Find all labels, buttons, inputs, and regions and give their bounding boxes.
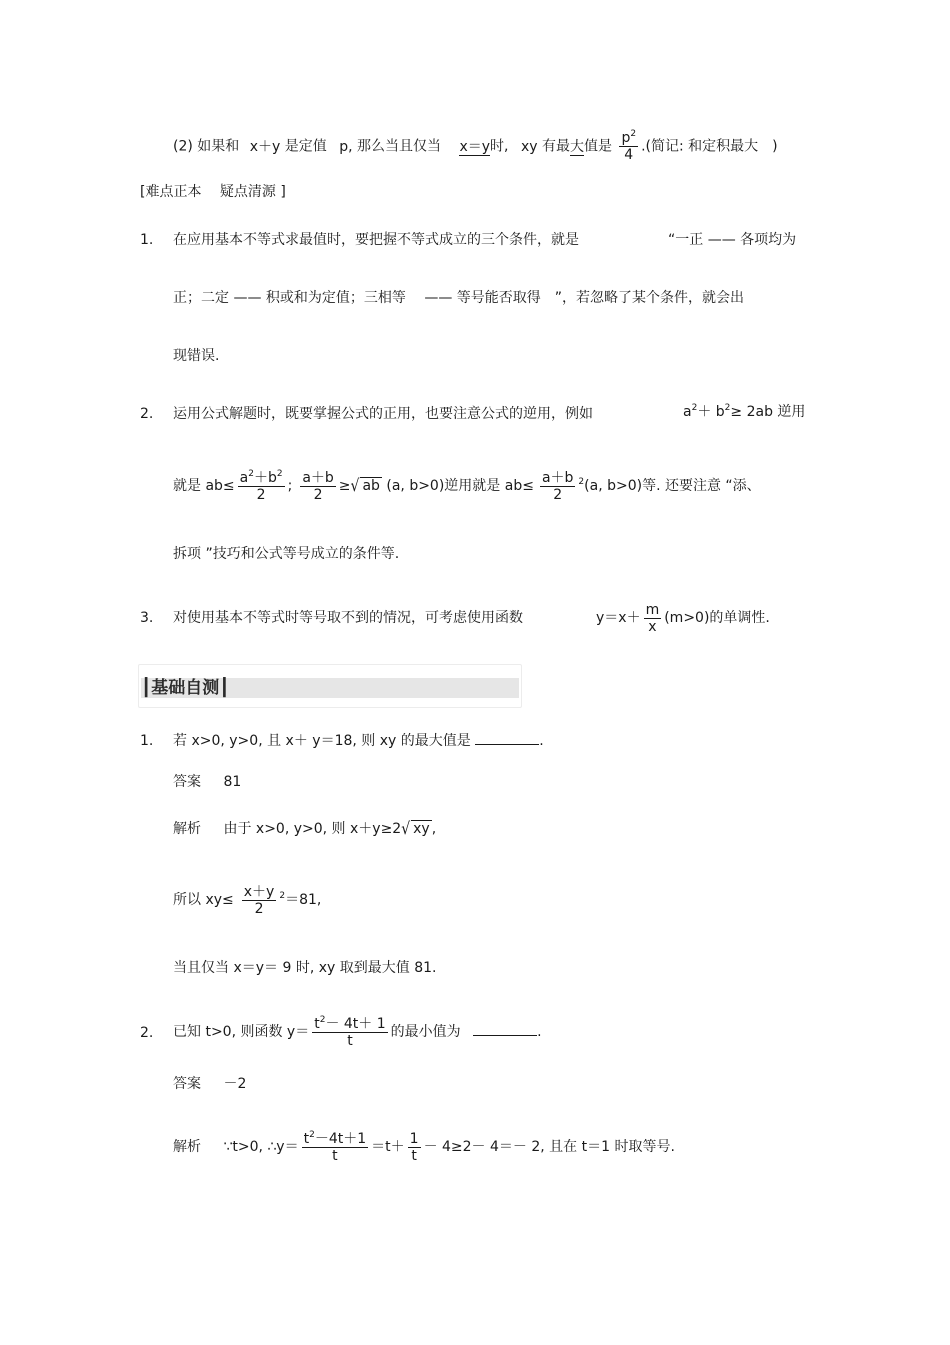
p2-l2-sup: 2 (578, 477, 585, 487)
ex2-qn-sup: 2 (319, 1014, 326, 1025)
p2-c: ≥ 2ab 逆用 (730, 404, 806, 420)
ex1-frac-d: 2 (254, 900, 264, 917)
ex2-q-a: 已知 t>0, 则函数 y＝ (173, 1024, 310, 1040)
answer-blank (473, 1023, 537, 1036)
note2-xy: xy (520, 138, 538, 155)
ex2-an-frac (302, 1131, 369, 1164)
f1-s2: 2 (276, 468, 283, 479)
ex2-q-end: . (537, 1024, 542, 1040)
point-1-line1a: 在应用基本不等式求最值时，要把握不等式成立的三个条件，就是 (173, 232, 579, 248)
p2-frac2 (300, 470, 335, 503)
point-1-number: 1. (140, 232, 154, 248)
exercise-2-number: 2. (140, 1025, 154, 1041)
p2-sqrt: ab (362, 478, 380, 494)
note2-cond: x＝y (459, 138, 491, 155)
p2-l2-a: 就是 ab≤ (173, 478, 235, 494)
ex2-qn-a: t (314, 1015, 320, 1032)
point-3-function (596, 598, 770, 638)
ex1-frac-n: x＋y (243, 883, 275, 900)
exercise-1-answer (173, 772, 241, 792)
note2-suffix: .(简记: 和定积最大 ) (641, 138, 778, 155)
note2-da: 大 (569, 138, 584, 155)
p2-frac3 (540, 470, 575, 503)
f1-s1: 2 (248, 468, 254, 479)
answer-label: 答案 (173, 774, 201, 790)
ex1-an1-b: , (431, 821, 437, 837)
sqrt-icon: √ (350, 476, 360, 496)
exercise-1-analysis1 (173, 819, 436, 839)
point-2-line1a: 运用公式解题时，既要掌握公式的正用，也要注意公式的逆用，例如 (173, 406, 593, 422)
analysis-label: 解析 (173, 1139, 201, 1155)
f2-d: 2 (313, 486, 323, 503)
note2-text5: 值是 (583, 138, 612, 155)
frac-num: p (621, 130, 631, 146)
sqrt-icon: √ (401, 819, 411, 839)
f2-n: a＋b (302, 469, 334, 486)
frac-den: 4 (624, 147, 634, 163)
point-3-number: 3. (140, 610, 154, 626)
p3-num: m (645, 601, 660, 618)
note2-text2: 那么当且仅当 (357, 138, 442, 155)
note2-text: 是定值 (284, 138, 327, 155)
point-2-line1b (683, 402, 805, 422)
ex2-f2-n: 1 (409, 1130, 419, 1147)
f3-d: 2 (553, 486, 563, 503)
section-heading: ┃基础自测┃ (141, 678, 230, 698)
ex2-an-n-sup: 2 (309, 1129, 315, 1140)
note2-prefix: (2) 如果和 (173, 138, 240, 155)
ex2-an-a: ∵t>0, ∴y＝ (223, 1139, 299, 1155)
ex2-an-d: t (332, 1147, 338, 1164)
f1-n2: ＋b (253, 469, 277, 486)
note2-fraction (619, 130, 638, 163)
note2-text4: 有最 (541, 138, 570, 155)
ex2-f2-d: t (411, 1147, 417, 1164)
ex2-an-b: ＝t＋ (371, 1139, 405, 1155)
point-1-line2: 正；二定 —— 积或和为定值；三相等 —— 等号能否取得 ”，若忽略了某个条件，就会出 (173, 290, 745, 306)
p2-l2-c: (a, b>0)等. 还要注意 “添、 (584, 478, 761, 494)
ex1-an2-a: 所以 xy≤ (173, 892, 234, 908)
p2-l2-b: (a, b>0)逆用就是 ab≤ (381, 478, 534, 494)
ex2-qn-b: － 4t＋ 1 (325, 1015, 386, 1032)
p2-sup1: 2 (691, 403, 698, 413)
p3-fn-a: y＝x＋ (596, 610, 641, 626)
p2-sep: ; (287, 478, 293, 494)
p2-frac1 (238, 470, 285, 503)
note2-p: p, (339, 138, 353, 155)
exercise-2-analysis (173, 1127, 675, 1167)
answer-label: 答案 (173, 1076, 201, 1092)
ex2-an-frac2 (408, 1131, 421, 1164)
ex2-an-n-b: －4t＋1 (314, 1130, 367, 1147)
point-2-line2 (173, 466, 761, 506)
note2-expr: x＋y (249, 138, 281, 155)
point-1-line3: 现错误. (173, 348, 220, 364)
ex2-q-d: t (347, 1032, 353, 1049)
note2-text3: 时, (490, 138, 509, 155)
point-2-line3: 拆项 ”技巧和公式等号成立的条件等. (173, 546, 400, 562)
p2-ge: ≥ (338, 478, 351, 494)
answer-blank (475, 732, 539, 745)
ex1-sqrt: xy (413, 821, 430, 837)
ex2-an-c: － 4≥2－ 4＝－ 2, 且在 t＝1 时取等号. (423, 1139, 675, 1155)
ex2-an-n-a: t (303, 1130, 310, 1147)
answer-value: 81 (223, 774, 242, 790)
ex2-q-frac (312, 1016, 387, 1049)
exercise-2-question (173, 1012, 542, 1052)
answer-value: －2 (223, 1076, 247, 1092)
p3-den: x (648, 618, 657, 635)
p3-frac (644, 602, 662, 635)
ex1-q: 若 x>0, y>0, 且 x＋ y＝18, 则 xy 的最大值是 (173, 733, 471, 749)
p2-sup2: 2 (724, 403, 731, 413)
section-heading-box (138, 664, 522, 708)
section-title: [难点正本 疑点清源 ] (140, 184, 286, 200)
exercise-1-question (173, 731, 544, 751)
ex1-frac (242, 884, 277, 917)
f3-n: a＋b (541, 469, 574, 486)
point-2-number: 2. (140, 406, 154, 422)
p2-a: a (683, 404, 692, 420)
exercise-1-analysis3: 当且仅当 x＝y＝ 9 时, xy 取到最大值 81. (173, 960, 437, 976)
frac-sup: 2 (630, 129, 637, 139)
exercise-1-analysis2 (173, 880, 321, 920)
ex1-sup: 2 (279, 891, 286, 901)
point-1-line1b: “一正 —— 各项均为 (668, 232, 797, 248)
exercise-1-number: 1. (140, 733, 154, 749)
ex1-an1-a: 由于 x>0, y>0, 则 x＋y≥2 (223, 821, 402, 837)
analysis-label: 解析 (173, 821, 201, 837)
f1-d: 2 (256, 486, 266, 503)
p3-fn-b: (m>0)的单调性. (664, 610, 770, 626)
ex1-q-end: . (539, 733, 544, 749)
ex1-an2-b: ＝81, (285, 892, 322, 908)
note2-line (173, 130, 778, 163)
f1-n1: a (239, 469, 249, 486)
exercise-2-answer (173, 1074, 246, 1094)
ex2-q-b: 的最小值为 (390, 1024, 461, 1040)
p2-b: ＋ b (697, 404, 725, 420)
point-3-line1a: 对使用基本不等式时等号取不到的情况，可考虑使用函数 (173, 610, 523, 626)
